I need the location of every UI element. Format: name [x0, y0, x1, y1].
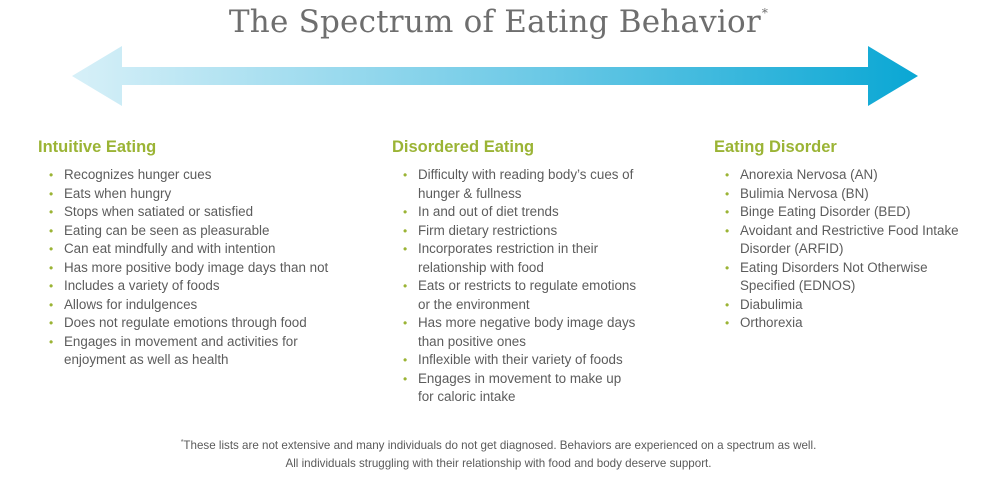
- list-item-text: Eating Disorders Not Otherwise: [740, 259, 928, 275]
- column-intuitive-eating: [38, 138, 328, 370]
- list-item-text: Stops when satiated or satisfied: [64, 204, 254, 219]
- list-item-text: Eats when hungry: [64, 185, 172, 201]
- list-item: [38, 185, 328, 204]
- column-eating-disorder: [714, 138, 959, 333]
- list-item: [392, 277, 636, 314]
- list-item-text: or the environment: [418, 296, 530, 312]
- list-item-text: Inflexible with their variety of foods: [418, 352, 623, 367]
- list-item: [392, 314, 636, 351]
- behavior-list: [714, 166, 959, 333]
- list-item: [714, 166, 959, 185]
- list-item-text: Recognizes hunger cues: [64, 167, 212, 182]
- behavior-list: [38, 166, 328, 370]
- list-item-text: Orthorexia: [740, 315, 803, 330]
- list-item-text: Allows for indulgences: [64, 296, 198, 312]
- list-item-text: Eating can be seen as pleasurable: [64, 222, 270, 238]
- list-item-text: Diabulimia: [740, 296, 803, 312]
- footnote-asterisk: *: [180, 439, 184, 446]
- list-item: [714, 259, 959, 296]
- column-heading: Intuitive Eating: [38, 138, 157, 156]
- list-item-text: Incorporates restriction in their: [418, 241, 599, 256]
- list-item: [38, 296, 328, 315]
- list-item: [392, 240, 636, 277]
- list-item-text: Binge Eating Disorder (BED): [740, 204, 911, 219]
- list-item: [714, 296, 959, 315]
- title-asterisk: *: [761, 5, 769, 20]
- list-item-text: Includes a variety of foods: [64, 278, 220, 293]
- list-item-text: Difficulty with reading body’s cues of: [418, 167, 634, 182]
- behavior-list: [392, 166, 636, 407]
- list-item-text: relationship with food: [418, 259, 544, 275]
- list-item-text: for caloric intake: [418, 389, 516, 404]
- column-disordered-eating: [392, 138, 636, 407]
- list-item-text: Eats or restricts to regulate emotions: [418, 278, 637, 293]
- list-item: [714, 222, 959, 259]
- list-item-text: Disorder (ARFID): [740, 241, 844, 256]
- list-item: [392, 203, 636, 222]
- list-item-text: hunger & fullness: [418, 185, 522, 201]
- footnote: [0, 434, 997, 474]
- list-item: [392, 166, 636, 203]
- list-item: [392, 351, 636, 370]
- list-item: [38, 277, 328, 296]
- footnote-line-1: *These lists are not extensive and many individuals do not get diagnosed. Behaviors are experienced on a spectrum as well.: [180, 438, 817, 452]
- list-item-text: enjoyment as well as health: [64, 352, 229, 367]
- list-item-text: Has more negative body image days: [418, 315, 636, 330]
- list-item: [38, 203, 328, 222]
- list-item-text: Firm dietary restrictions: [418, 222, 558, 238]
- list-item-text: Bulimia Nervosa (BN): [740, 185, 869, 201]
- column-heading: Eating Disorder: [714, 138, 837, 156]
- list-item: [392, 222, 636, 241]
- list-item-text: Specified (EDNOS): [740, 278, 856, 293]
- list-item: [38, 166, 328, 185]
- list-item: [38, 259, 328, 278]
- list-item-text: Anorexia Nervosa (AN): [740, 167, 878, 182]
- footnote-line-2: All individuals struggling with their relationship with food and body deserve support.: [285, 457, 712, 471]
- list-item: [714, 203, 959, 222]
- list-item-text: In and out of diet trends: [418, 204, 559, 219]
- list-item: [38, 222, 328, 241]
- list-item-text: Has more positive body image days than not: [64, 259, 329, 275]
- list-item: [38, 314, 328, 333]
- column-heading: Disordered Eating: [392, 138, 535, 156]
- list-item: [714, 314, 959, 333]
- arrow-shape: [72, 46, 918, 106]
- list-item-text: Does not regulate emotions through food: [64, 315, 307, 330]
- list-item: [392, 370, 636, 407]
- page-title: [0, 4, 997, 40]
- list-item: [38, 333, 328, 370]
- title-text: The Spectrum of Eating Behavior: [228, 4, 761, 40]
- list-item-text: Engages in movement to make up: [418, 370, 622, 386]
- list-item: [714, 185, 959, 204]
- list-item-text: Engages in movement and activities for: [64, 333, 298, 349]
- list-item-text: than positive ones: [418, 333, 526, 349]
- list-item: [38, 240, 328, 259]
- list-item-text: Can eat mindfully and with intention: [64, 241, 276, 256]
- list-item-text: Avoidant and Restrictive Food Intake: [740, 222, 959, 238]
- double-arrow-icon: [72, 46, 918, 106]
